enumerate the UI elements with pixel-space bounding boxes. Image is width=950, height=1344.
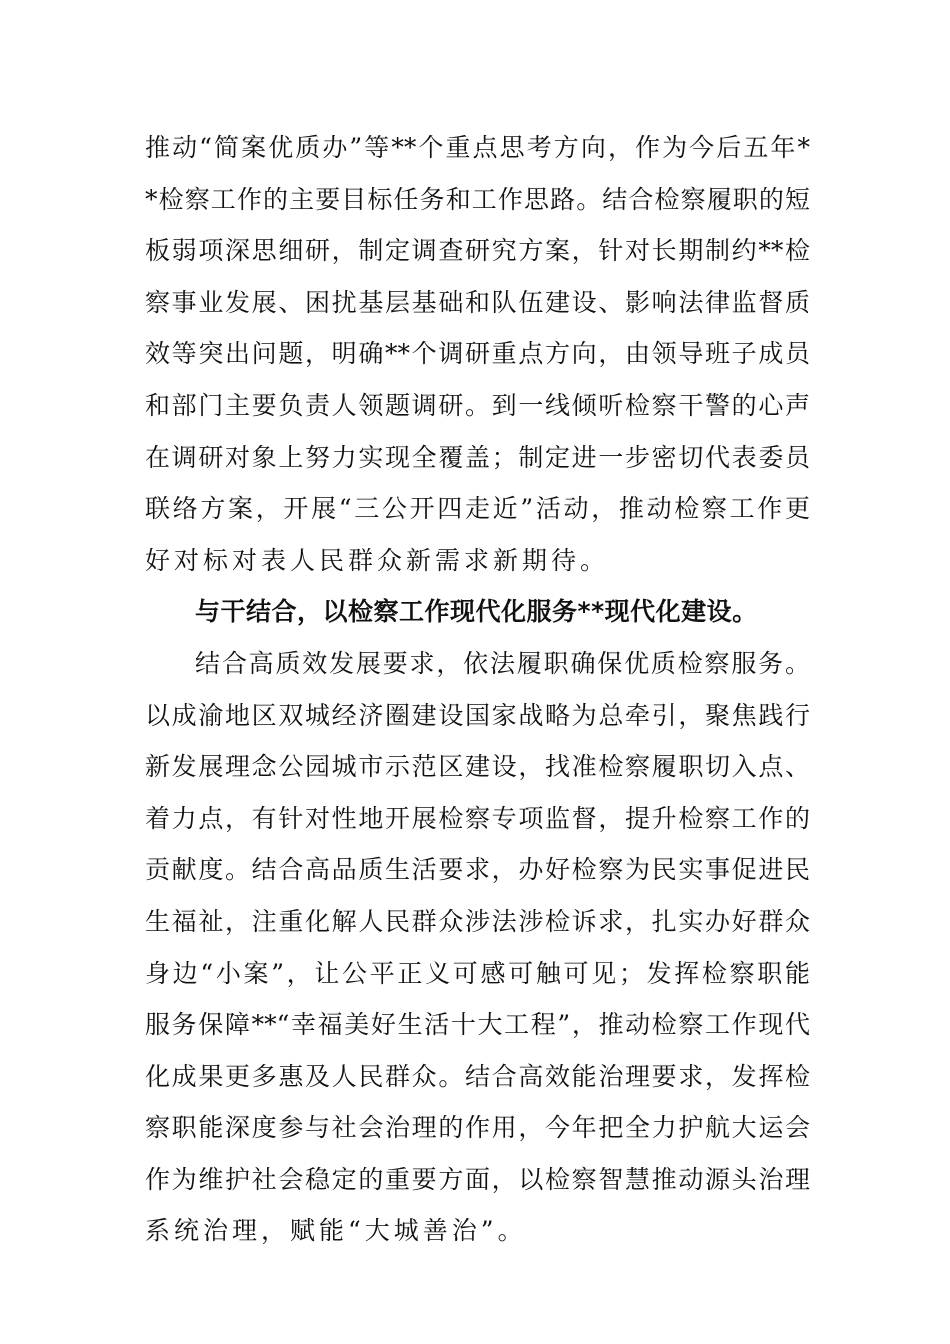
paragraph-line: 化成果更多惠及人民群众。结合高效能治理要求，发挥检 bbox=[145, 1061, 810, 1091]
paragraph-line: 和部门主要负责人领题调研。到一线倾听检察干警的心声 bbox=[145, 390, 810, 420]
paragraph-line: 推动“简案优质办”等**个重点思考方向，作为今后五年* bbox=[145, 133, 810, 162]
paragraph-line: 在调研对象上努力实现全覆盖；制定进一步密切代表委员 bbox=[145, 442, 810, 472]
paragraph-line: 身边“小案”，让公平正义可感可触可见；发挥检察职能 bbox=[145, 958, 810, 988]
document-body bbox=[145, 122, 810, 1257]
paragraph-line: 系统治理，赋能“大城善治”。 bbox=[145, 1216, 527, 1246]
paragraph-line: 作为维护社会稳定的重要方面，以检察智慧推动源头治理 bbox=[145, 1164, 810, 1194]
paragraph-line: 生福祉，注重化解人民群众涉法涉检诉求，扎实办好群众 bbox=[145, 906, 810, 936]
paragraph-line: 察事业发展、困扰基层基础和队伍建设、影响法律监督质 bbox=[145, 287, 810, 317]
paragraph-line: 着力点，有针对性地开展检察专项监督，提升检察工作的 bbox=[145, 803, 810, 833]
paragraph-line: 服务保障**“幸福美好生活十大工程”，推动检察工作现代 bbox=[145, 1010, 810, 1040]
paragraph-line: 新发展理念公园城市示范区建设，找准检察履职切入点、 bbox=[145, 752, 810, 782]
paragraph-line: 察职能深度参与社会治理的作用，今年把全力护航大运会 bbox=[145, 1113, 810, 1143]
paragraph-line: 效等突出问题，明确**个调研重点方向，由领导班子成员 bbox=[145, 339, 810, 369]
paragraph-line: 联络方案，开展“三公开四走近”活动，推动检察工作更 bbox=[145, 494, 810, 524]
paragraph-line: 好对标对表人民群众新需求新期待。 bbox=[145, 545, 610, 575]
paragraph-line: 板弱项深思细研，制定调查研究方案，针对长期制约**检 bbox=[145, 236, 810, 266]
paragraph-line: 贡献度。结合高品质生活要求，办好检察为民实事促进民 bbox=[145, 855, 810, 885]
section-heading: 与干结合，以检察工作现代化服务**现代化建设。 bbox=[195, 597, 758, 627]
paragraph-1 bbox=[145, 122, 810, 586]
paragraph-line: *检察工作的主要目标任务和工作思路。结合检察履职的短 bbox=[145, 184, 810, 214]
paragraph-line: 以成渝地区双城经济圈建设国家战略为总牵引，聚焦践行 bbox=[145, 700, 810, 730]
paragraph-2 bbox=[145, 638, 810, 1257]
paragraph-line: 结合高质效发展要求，依法履职确保优质检察服务。 bbox=[195, 648, 810, 678]
